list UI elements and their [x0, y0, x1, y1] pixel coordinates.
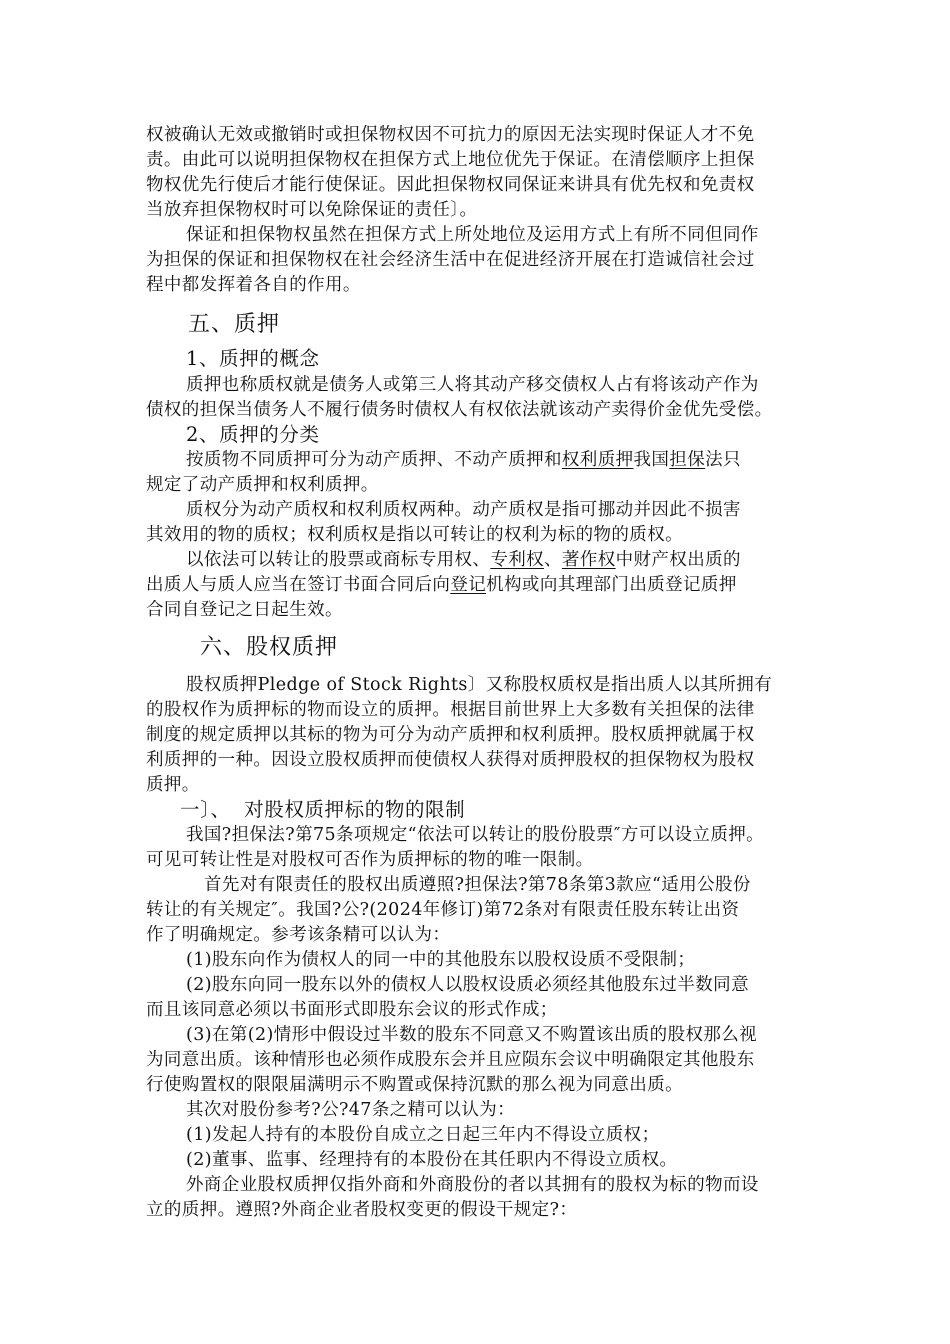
section-heading-pledge: 五、质押 [188, 312, 281, 337]
subheading-pledge-concept: 1、质押的概念 [186, 347, 320, 370]
link-guarantee[interactable]: 担保 [669, 450, 706, 470]
text-span: 机构或向其理部门出质登记质押 [486, 575, 737, 595]
paragraph-line [186, 548, 741, 573]
paragraph-line: 制度的规定质押以其标的物为可分为动产质押和权利质押。股权质押就属于权 [146, 725, 755, 745]
paragraph-line: 转让的有关规定″。我国?公?(2024年修订)第72条对有限责任股东转让出资 [146, 900, 740, 920]
subheading-pledge-types: 2、质押的分类 [186, 423, 320, 446]
paragraph-line: 物权优先行使后才能行使保证。因此担保物权同保证来讲具有优先权和免责权 [146, 175, 755, 195]
list-item: (2)董事、监事、经理持有的本股份在其任职内不得设立质权。 [186, 1150, 678, 1170]
paragraph-line: 质押。 [146, 775, 200, 795]
text-span: 中财产权出质的 [615, 550, 741, 570]
paragraph-line: 外商企业股权质押仅指外商和外商股份的者以其拥有的股权为标的物而设 [186, 1175, 759, 1195]
paragraph-line: 首先对有限责任的股权出质遵照?担保法?第78条第3款应“适用公股份 [204, 875, 751, 895]
text-span: 按质物不同质押可分为动产质押、不动产质押和 [186, 450, 562, 470]
paragraph-line: 保证和担保物权虽然在担保方式上所处地位及运用方式上有所不同但同作 [186, 225, 759, 245]
link-registration[interactable]: 登记 [450, 575, 487, 595]
paragraph-line: 质权分为动产质权和权利质权两种。动产质权是指可挪动并因此不损害 [186, 500, 741, 520]
paragraph-line: 当放弃担保物权时可以免除保证的责任〕。 [146, 200, 478, 220]
paragraph-line: 程中都发挥着各自的作用。 [146, 275, 361, 295]
text-span: 我国 [633, 450, 670, 470]
paragraph-line: 可见可转让性是对股权可否作为质押标的物的唯一限制。 [146, 850, 594, 870]
paragraph-line: 规定了动产质押和权利质押。 [146, 475, 379, 495]
subheading-restrictions: 一〕、 对股权质押标的物的限制 [180, 798, 466, 821]
list-item-cont: 为同意出质。该种情形也必须作成股东会并且应陨东会议中明确限定其他股东 [146, 1050, 755, 1070]
paragraph-line: 其次对股份参考?公?47条之精可以认为： [186, 1100, 516, 1120]
paragraph-line: 责。由此可以说明担保物权在担保方式上地位优先于保证。在清偿顺序上担保 [146, 150, 755, 170]
paragraph-line: 权被确认无效或撤销时或担保物权因不可抗力的原因无法实现时保证人才不免 [146, 125, 755, 145]
paragraph-line: 作了明确规定。参考该条精可以认为： [146, 925, 451, 945]
paragraph-line: 利质押的一种。因设立股权质押而使债权人获得对质押股权的担保物权为股权 [146, 750, 755, 770]
paragraph-line: 债权的担保当债务人不履行债务时债权人有权依法就该动产卖得价金优先受偿。 [146, 400, 773, 420]
paragraph-line: 股权质押Pledge of Stock Rights〕又称股权质权是指出质人以其所拥有 [186, 675, 773, 695]
link-rights-pledge[interactable]: 权利质押 [561, 450, 634, 470]
paragraph-line: 质押也称质权就是债务人或第三人将其动产移交债权人占有将该动产作为 [186, 375, 759, 395]
paragraph-line: 立的质押。遵照?外商企业者股权变更的假设干规定?： [146, 1200, 578, 1220]
link-copyright[interactable]: 著作权 [561, 550, 616, 570]
list-item: (3)在第(2)情形中假设过半数的股东不同意又不购置该出质的股权那么视 [186, 1025, 758, 1045]
list-item: (1)发起人持有的本股份自成立之日起三年内不得设立质权； [186, 1125, 660, 1145]
text-span: 以依法可以转让的股票或商标专用权、 [186, 550, 491, 570]
text-span: 出质人与质人应当在签订书面合同后向 [146, 575, 451, 595]
text-span: 、 [544, 550, 562, 570]
list-item: (1)股东向作为债权人的同一中的其他股东以股权设质不受限制； [186, 950, 696, 970]
section-heading-equity-pledge: 六、股权质押 [200, 635, 339, 660]
paragraph-line [146, 573, 737, 598]
paragraph-line: 的股权作为质押标的物而设立的质押。根据目前世界上大多数有关担保的法律 [146, 700, 755, 720]
paragraph-line: 为担保的保证和担保物权在社会经济生活中在促进经济开展在打造诚信社会过 [146, 250, 755, 270]
text-span: 法只 [705, 450, 741, 470]
paragraph-line: 其效用的物的质权；权利质权是指以可转让的权利为标的物的质权。 [146, 525, 683, 545]
paragraph-line: 合同自登记之日起生效。 [146, 600, 343, 620]
list-item-cont: 而且该同意必须以书面形式即股东会议的形式作成； [146, 1000, 558, 1020]
paragraph-line: 我国?担保法?第75条项规定“依法可以转让的股份股票″方可以设立质押。 [186, 825, 765, 845]
paragraph-line [186, 448, 741, 473]
list-item: (2)股东向同一股东以外的债权人以股权设质必须经其他股东过半数同意 [186, 975, 749, 995]
link-patent-right[interactable]: 专利权 [490, 550, 545, 570]
list-item-cont: 行使购置权的限限届满明示不购置或保持沉默的那么视为同意出质。 [146, 1075, 683, 1095]
